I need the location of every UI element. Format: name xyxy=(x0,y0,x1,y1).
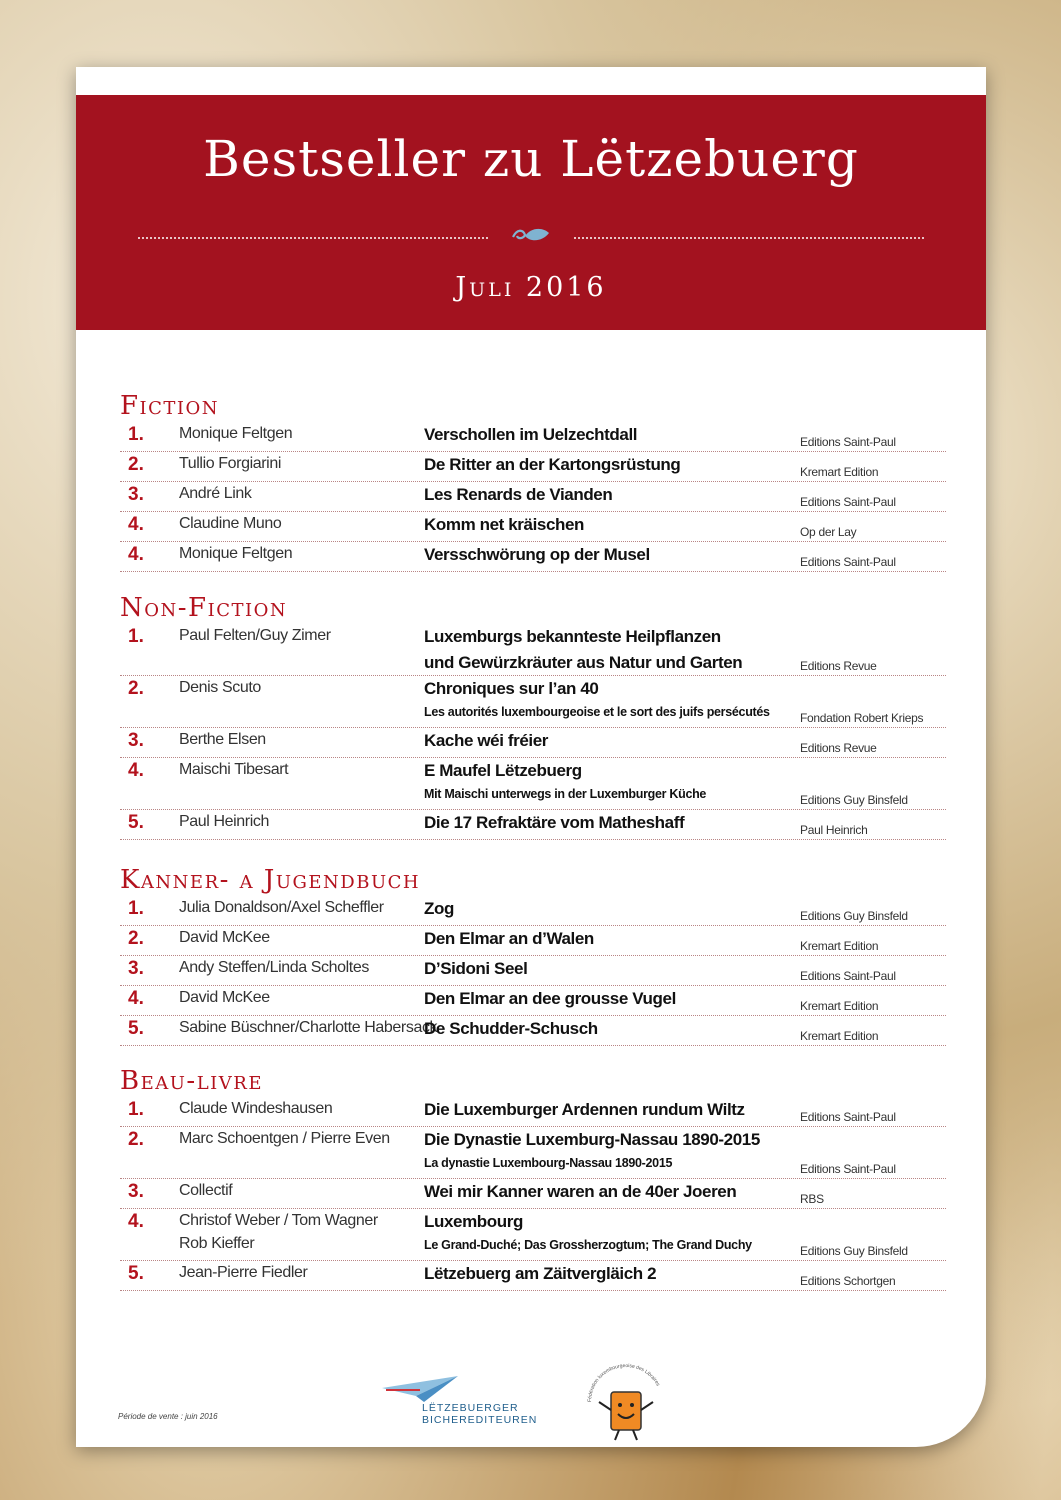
publisher-name: Editions Guy Binsfeld xyxy=(800,909,908,923)
header-banner xyxy=(76,95,986,330)
author-line: David McKee xyxy=(179,989,270,1006)
list-item xyxy=(120,1016,946,1046)
list-item xyxy=(120,728,946,758)
rank-number: 3. xyxy=(128,958,144,979)
title-line: Wei mir Kanner waren an de 40er Joeren xyxy=(424,1182,737,1201)
publisher-name: Editions Saint-Paul xyxy=(800,555,896,569)
book-title xyxy=(424,1097,745,1123)
author-line: David McKee xyxy=(179,929,270,946)
rank-number: 4. xyxy=(128,760,144,781)
publisher-name: Op der Lay xyxy=(800,525,857,539)
section-non-fiction xyxy=(120,592,946,840)
section-title: Beau-livre xyxy=(120,1066,263,1096)
publisher-name: Editions Saint-Paul xyxy=(800,495,896,509)
section-title: Kanner- a Jugendbuch xyxy=(120,865,421,895)
publisher-name: Editions Guy Binsfeld xyxy=(800,793,908,807)
federation-logo-text: Fédération luxembourgeoise des Libraires xyxy=(586,1362,661,1403)
rank-number: 4. xyxy=(128,988,144,1009)
book-title xyxy=(424,676,770,722)
booksellers-federation-logo xyxy=(581,1362,671,1447)
rank-number: 5. xyxy=(128,1018,144,1039)
author-name xyxy=(179,758,288,781)
rank-number: 2. xyxy=(128,678,144,699)
publisher-name: Kremart Edition xyxy=(800,465,879,479)
publisher-name: Kremart Edition xyxy=(800,1029,879,1043)
rank-number: 1. xyxy=(128,1099,144,1120)
author-line: Jean-Pierre Fiedler xyxy=(179,1264,308,1281)
dotted-rule-right xyxy=(574,237,924,239)
list-item xyxy=(120,1097,946,1127)
title-line: Versschwörung op der Musel xyxy=(424,545,650,564)
rank-number: 4. xyxy=(128,544,144,565)
book-title xyxy=(424,1016,598,1042)
book-subtitle: Mit Maischi unterwegs in der Luxemburger Küche xyxy=(424,787,707,801)
author-line: Maischi Tibesart xyxy=(179,761,289,778)
title-line: E Maufel Lëtzebuerg xyxy=(424,761,582,780)
list-item xyxy=(120,926,946,956)
author-name xyxy=(179,1261,307,1284)
author-name xyxy=(179,810,269,833)
author-name xyxy=(179,1179,232,1202)
book-title xyxy=(424,810,684,836)
list-item xyxy=(120,810,946,840)
publisher-name: Fondation Robert Krieps xyxy=(800,711,924,725)
title-line: Die Luxemburger Ardennen rundum Wiltz xyxy=(424,1100,745,1119)
publisher-name: Editions Saint-Paul xyxy=(800,969,896,983)
list-item xyxy=(120,1179,946,1209)
title-line: De Schudder-Schusch xyxy=(424,1019,598,1038)
publisher-name: Editions Revue xyxy=(800,659,877,673)
list-item xyxy=(120,676,946,728)
title-line: Luxemburgs bekannteste Heilpflanzen xyxy=(424,627,721,646)
rank-number: 2. xyxy=(128,1129,144,1150)
author-name xyxy=(179,1097,332,1120)
list-item xyxy=(120,758,946,810)
list-item xyxy=(120,896,946,926)
publisher-name: Kremart Edition xyxy=(800,939,879,953)
rank-number: 1. xyxy=(128,626,144,647)
author-name xyxy=(179,956,369,979)
title-line: Den Elmar an d’Walen xyxy=(424,929,594,948)
rank-number: 5. xyxy=(128,812,144,833)
rank-number: 1. xyxy=(128,424,144,445)
rank-number: 2. xyxy=(128,454,144,475)
list-item xyxy=(120,986,946,1016)
book-title xyxy=(424,624,742,676)
publisher-name: Editions Saint-Paul xyxy=(800,1162,896,1176)
title-line: De Ritter an der Kartongsrüstung xyxy=(424,455,681,474)
book-title xyxy=(424,1261,656,1287)
section-beau-livre xyxy=(120,1065,946,1291)
list-item xyxy=(120,956,946,986)
page-title: Bestseller zu Lëtzebuerg xyxy=(203,130,859,188)
sales-period-note: Période de vente : juin 2016 xyxy=(118,1412,218,1421)
section-title: Fiction xyxy=(120,391,220,421)
book-title xyxy=(424,512,584,538)
author-name xyxy=(179,986,270,1009)
author-name xyxy=(179,926,270,949)
author-line: Sabine Büschner/Charlotte Habersack xyxy=(179,1019,438,1036)
book-subtitle: Les autorités luxembourgeoise et le sort des juifs persécutés xyxy=(424,705,770,719)
book-title xyxy=(424,1209,752,1255)
author-line: Berthe Elsen xyxy=(179,731,266,748)
author-line: André Link xyxy=(179,485,252,502)
book-subtitle: Le Grand-Duché; Das Grossherzogtum; The Grand Duchy xyxy=(424,1238,752,1252)
rank-number: 3. xyxy=(128,730,144,751)
author-name xyxy=(179,624,331,647)
rank-number: 3. xyxy=(128,1181,144,1202)
list-item xyxy=(120,512,946,542)
paper-plane-icon xyxy=(380,1374,460,1404)
author-name xyxy=(179,482,252,505)
list-item xyxy=(120,624,946,676)
rank-number: 5. xyxy=(128,1263,144,1284)
ornament-divider xyxy=(138,231,924,245)
list-item xyxy=(120,1127,946,1179)
author-line: Monique Feltgen xyxy=(179,545,293,562)
section-title: Non-Fiction xyxy=(120,593,288,623)
list-item xyxy=(120,482,946,512)
list-item xyxy=(120,422,946,452)
rank-number: 4. xyxy=(128,514,144,535)
author-name xyxy=(179,728,266,751)
lb-logo-line2: BICHEREDITEUREN xyxy=(422,1414,538,1426)
title-line-2: und Gewürzkräuter aus Natur und Garten xyxy=(424,653,743,672)
title-line: D’Sidoni Seel xyxy=(424,959,528,978)
bestseller-sheet xyxy=(76,67,986,1447)
book-title xyxy=(424,1127,760,1173)
list-item xyxy=(120,452,946,482)
leaf-ornament-icon xyxy=(509,225,553,247)
author-line: Monique Feltgen xyxy=(179,425,293,442)
book-title xyxy=(424,1179,736,1205)
title-line: Den Elmar an dee grousse Vugel xyxy=(424,989,676,1008)
title-line: Die Dynastie Luxemburg-Nassau 1890-2015 xyxy=(424,1130,760,1149)
title-line: Kache wéi fréier xyxy=(424,731,548,750)
book-title xyxy=(424,896,454,922)
title-line: Chroniques sur l’an 40 xyxy=(424,679,599,698)
title-line: Les Renards de Vianden xyxy=(424,485,613,504)
title-line: Komm net kräischen xyxy=(424,515,585,534)
author-name xyxy=(179,1016,437,1039)
author-name xyxy=(179,512,281,535)
book-mascot-icon xyxy=(581,1362,671,1447)
title-line: Luxembourg xyxy=(424,1212,523,1231)
book-title xyxy=(424,542,650,568)
book-title xyxy=(424,452,680,478)
publisher-name: Editions Saint-Paul xyxy=(800,435,896,449)
publisher-name: Editions Revue xyxy=(800,741,877,755)
author-line: Collectif xyxy=(179,1182,233,1199)
book-title xyxy=(424,956,527,982)
publisher-name: Editions Guy Binsfeld xyxy=(800,1244,908,1258)
author-line: Christof Weber / Tom Wagner xyxy=(179,1212,378,1229)
book-title xyxy=(424,482,612,508)
rank-number: 3. xyxy=(128,484,144,505)
book-subtitle: La dynastie Luxembourg-Nassau 1890-2015 xyxy=(424,1156,673,1170)
author-line: Tullio Forgiarini xyxy=(179,455,281,472)
title-line: Die 17 Refraktäre vom Matheshaff xyxy=(424,813,685,832)
month-label: Juli 2016 xyxy=(455,272,607,303)
rank-number: 2. xyxy=(128,928,144,949)
author-line: Claude Windeshausen xyxy=(179,1100,333,1117)
author-line: Paul Heinrich xyxy=(179,813,269,830)
author-name xyxy=(179,1209,378,1255)
author-name xyxy=(179,422,292,445)
list-item xyxy=(120,1209,946,1261)
book-title xyxy=(424,926,594,952)
title-line: Lëtzebuerg am Zäitvergläich 2 xyxy=(424,1264,657,1283)
publisher-name: RBS xyxy=(800,1192,824,1206)
title-line: Verschollen im Uelzechtdall xyxy=(424,425,638,444)
list-item xyxy=(120,1261,946,1291)
lb-logo-text xyxy=(422,1402,537,1426)
book-title xyxy=(424,758,706,804)
author-name xyxy=(179,896,384,919)
author-line: Denis Scuto xyxy=(179,679,261,696)
author-name xyxy=(179,452,281,475)
book-title xyxy=(424,986,676,1012)
author-name xyxy=(179,676,261,699)
book-title xyxy=(424,422,637,448)
publisher-name: Kremart Edition xyxy=(800,999,879,1013)
title-line: Zog xyxy=(424,899,454,918)
publisher-name: Editions Schortgen xyxy=(800,1274,896,1288)
author-line: Paul Felten/Guy Zimer xyxy=(179,627,331,644)
list-item xyxy=(120,542,946,572)
rank-number: 4. xyxy=(128,1211,144,1232)
dotted-rule-left xyxy=(138,237,488,239)
rank-number: 1. xyxy=(128,898,144,919)
lb-logo-line1: LËTZEBUERGER xyxy=(422,1402,519,1414)
section-kanner-a-jugendbuch xyxy=(120,864,946,1046)
publisher-name: Paul Heinrich xyxy=(800,823,868,837)
author-line-2: Rob Kieffer xyxy=(179,1235,255,1252)
publisher-name: Editions Saint-Paul xyxy=(800,1110,896,1124)
author-line: Claudine Muno xyxy=(179,515,282,532)
lb-publishers-logo xyxy=(376,1374,536,1430)
section-fiction xyxy=(120,390,946,572)
author-name xyxy=(179,1127,390,1150)
book-title xyxy=(424,728,548,754)
author-line: Andy Steffen/Linda Scholtes xyxy=(179,959,369,976)
author-line: Julia Donaldson/Axel Scheffler xyxy=(179,899,384,916)
author-name xyxy=(179,542,292,565)
author-line: Marc Schoentgen / Pierre Even xyxy=(179,1130,390,1147)
